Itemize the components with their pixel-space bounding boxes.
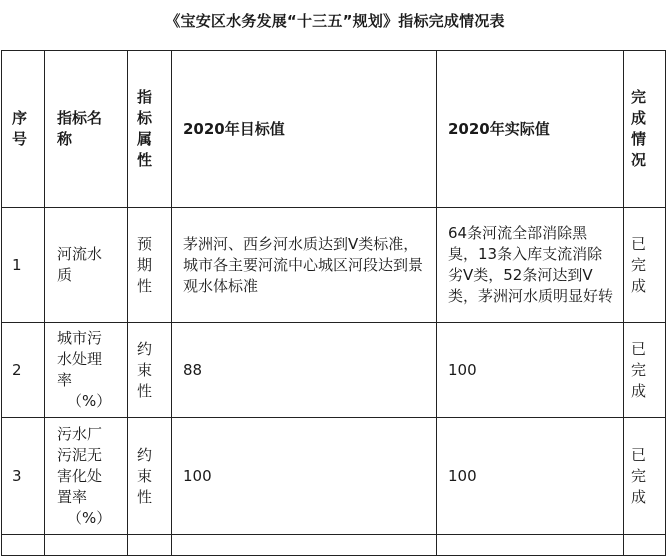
header-name-label: 指标名称 — [57, 109, 103, 148]
row-attribute: 约束性 — [137, 445, 153, 506]
row-actual-value: 64条河流全部消除黑臭，13条入库支流消除劣V类，52条河达到V类，茅洲河水质明显好转 — [448, 224, 614, 305]
header-cell-actual — [437, 51, 624, 208]
header-cell-seq — [2, 51, 45, 208]
header-attr-label: 指标属性 — [137, 88, 153, 169]
header-cell-target — [172, 51, 437, 208]
table-row — [2, 323, 666, 418]
document-title: 《宝安区水务发展“十三五”规划》指标完成情况表 — [165, 12, 505, 30]
row-target-value: 茅洲河、西乡河水质达到V类标准，城市各主要河流中心城区河段达到景观水体标准 — [183, 234, 424, 295]
header-seq-label: 序号 — [12, 109, 28, 148]
row-seq: 1 — [12, 255, 22, 274]
row-completion-status: 已完成 — [631, 234, 647, 295]
header-cell-done — [624, 51, 666, 208]
table-row — [2, 208, 666, 323]
row-completion-status: 已完成 — [631, 339, 647, 400]
header-target-label: 2020年目标值 — [183, 119, 285, 138]
row-indicator-unit: （%） — [67, 508, 112, 527]
header-done-label: 完成情况 — [631, 88, 647, 169]
row-indicator-name: 河流水质 — [57, 245, 103, 284]
row-target-value: 88 — [183, 360, 203, 379]
row-attribute: 预期性 — [137, 234, 153, 295]
row-actual-value: 100 — [448, 360, 477, 379]
header-cell-name — [45, 51, 128, 208]
row-indicator-unit: （%） — [67, 392, 112, 410]
table-header-row — [2, 51, 666, 208]
row-completion-status: 已完成 — [631, 445, 647, 506]
row-seq: 3 — [12, 466, 22, 485]
table-row — [2, 418, 666, 535]
header-cell-attr — [128, 51, 172, 208]
row-indicator-name: 城市污水处理率 — [57, 329, 103, 389]
table-row-partial — [2, 535, 666, 556]
row-actual-value: 100 — [448, 466, 477, 485]
row-target-value: 100 — [183, 466, 212, 485]
row-seq: 2 — [12, 360, 22, 379]
row-indicator-name: 污水厂污泥无害化处置率 — [57, 424, 103, 506]
row-attribute: 约束性 — [137, 339, 153, 400]
header-actual-label: 2020年实际值 — [448, 119, 550, 138]
indicator-table — [1, 50, 666, 556]
